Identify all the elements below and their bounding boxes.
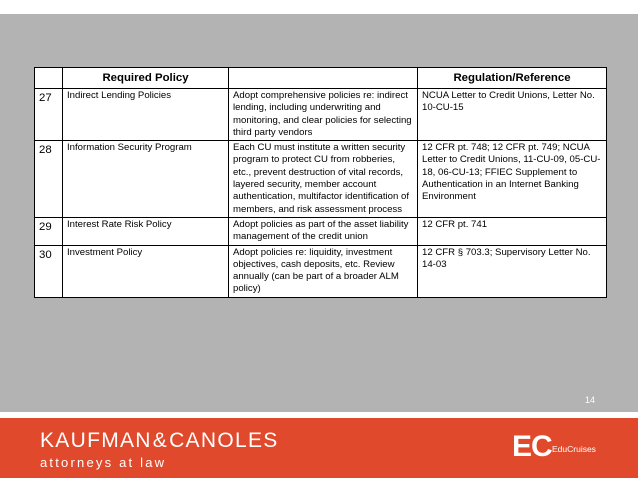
row-description: Adopt policies as part of the asset liability management of the credit union bbox=[229, 217, 418, 245]
row-policy: Information Security Program bbox=[63, 141, 229, 218]
row-number: 29 bbox=[35, 217, 63, 245]
row-policy: Investment Policy bbox=[63, 245, 229, 297]
row-number: 27 bbox=[35, 89, 63, 141]
row-policy: Indirect Lending Policies bbox=[63, 89, 229, 141]
educruises-logo-icon: EC bbox=[512, 430, 552, 463]
row-description: Adopt comprehensive policies re: indirect lending, including underwriting and monitoring, and clear policies for selecting third party vendors bbox=[229, 89, 418, 141]
row-regulation: 12 CFR pt. 741 bbox=[418, 217, 607, 245]
header-number bbox=[35, 68, 63, 89]
row-number: 30 bbox=[35, 245, 63, 297]
footer bbox=[0, 412, 638, 493]
table-row bbox=[35, 141, 607, 218]
firm-logo bbox=[40, 429, 279, 453]
row-regulation: 12 CFR pt. 748; 12 CFR pt. 749; NCUA Letter to Credit Unions, 11-CU-09, 05-CU-18, 06-CU-13; FFIEC Supplement to Authentication in an Internet Banking Environment bbox=[418, 141, 607, 218]
footer-banner bbox=[0, 418, 638, 478]
page-number: 14 bbox=[585, 395, 596, 405]
firm-name-ampersand: & bbox=[152, 429, 169, 452]
row-number: 28 bbox=[35, 141, 63, 218]
policy-table bbox=[34, 67, 607, 298]
table-row bbox=[35, 89, 607, 141]
header-description bbox=[229, 68, 418, 89]
row-regulation: 12 CFR § 703.3; Supervisory Letter No. 14-03 bbox=[418, 245, 607, 297]
table-row bbox=[35, 217, 607, 245]
header-policy: Required Policy bbox=[63, 68, 229, 89]
row-regulation: NCUA Letter to Credit Unions, Letter No. 10-CU-15 bbox=[418, 89, 607, 141]
table-row bbox=[35, 245, 607, 297]
row-policy: Interest Rate Risk Policy bbox=[63, 217, 229, 245]
firm-tagline: attorneys at law bbox=[40, 455, 167, 470]
firm-name-right: CANOLES bbox=[169, 429, 279, 452]
row-description: Adopt policies re: liquidity, investment objectives, cash deposits, etc. Review annually (can be part of a broader ALM policy) bbox=[229, 245, 418, 297]
partner-name: EduCruises bbox=[552, 444, 596, 454]
table-header-row bbox=[35, 68, 607, 89]
row-description: Each CU must institute a written security program to protect CU from robberies, etc., prevent destruction of vital records, layered security, member account authentication, multifactor identification of members, and risk assessment process bbox=[229, 141, 418, 218]
header-regulation: Regulation/Reference bbox=[418, 68, 607, 89]
firm-name-left: KAUFMAN bbox=[40, 429, 152, 452]
